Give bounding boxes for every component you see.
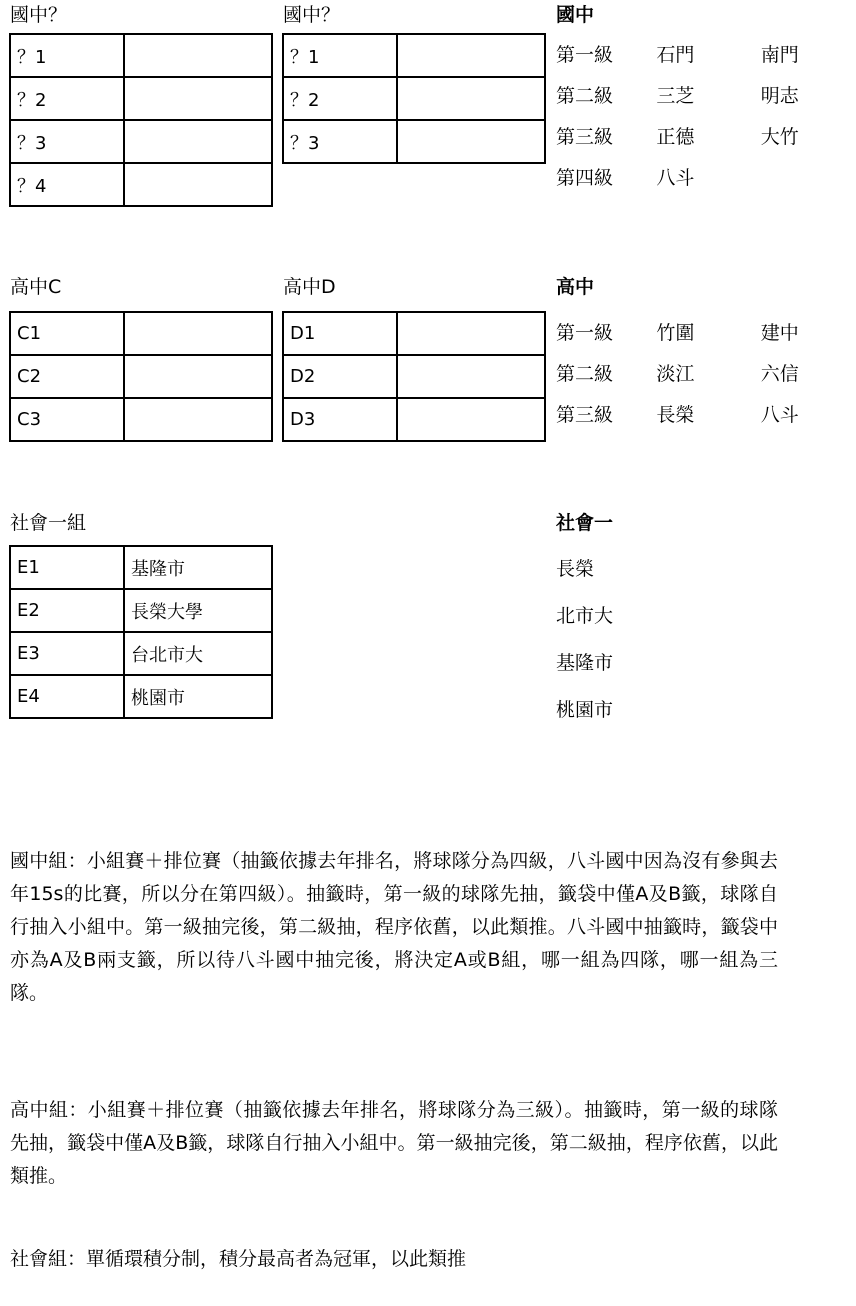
slot-team[interactable]	[124, 34, 272, 77]
slot-team[interactable]: 長榮大學	[124, 589, 272, 632]
slot-code[interactable]: ？3	[10, 120, 124, 163]
slot-code[interactable]: D2	[283, 355, 397, 398]
group-label-society: 社會一組	[10, 512, 87, 534]
table-row	[10, 632, 272, 675]
table-row	[10, 77, 272, 120]
slot-team[interactable]	[397, 398, 545, 441]
seed-team: 正德	[656, 126, 695, 148]
table-row	[556, 311, 856, 352]
slot-code[interactable]: E1	[10, 546, 124, 589]
slot-code[interactable]: ？2	[10, 77, 124, 120]
slot-code[interactable]: C3	[10, 398, 124, 441]
seed-level: 第一級	[556, 44, 614, 66]
slot-code[interactable]: ？1	[10, 34, 124, 77]
seed-level: 第一級	[556, 322, 614, 344]
table-row	[556, 156, 856, 197]
seed-team: 南門	[760, 44, 799, 66]
group-table-high-d	[282, 311, 546, 442]
slot-code[interactable]: E4	[10, 675, 124, 718]
table-row	[556, 352, 856, 393]
table-row	[10, 163, 272, 206]
group-table-high-c	[9, 311, 273, 442]
slot-team[interactable]	[397, 34, 545, 77]
table-row	[283, 34, 545, 77]
group-label-junior-b: 國中？	[283, 4, 341, 26]
table-row	[283, 120, 545, 163]
seed-title-society: 社會一	[556, 512, 614, 534]
slot-team[interactable]	[124, 398, 272, 441]
seed-level: 第三級	[556, 126, 614, 148]
slot-team[interactable]: 基隆市	[124, 546, 272, 589]
group-table-society	[9, 545, 273, 719]
table-row	[283, 77, 545, 120]
slot-team[interactable]	[124, 120, 272, 163]
table-row	[556, 393, 856, 434]
seed-team: 淡江	[656, 363, 695, 385]
seed-team: 石門	[656, 44, 695, 66]
group-table-junior-b	[282, 33, 546, 164]
seed-team: 長榮	[556, 558, 595, 580]
group-table-junior-a	[9, 33, 273, 207]
table-row	[283, 355, 545, 398]
seed-team: 竹圍	[656, 322, 695, 344]
seed-level: 第四級	[556, 167, 614, 189]
seed-team: 長榮	[656, 404, 695, 426]
seed-team	[761, 156, 856, 197]
slot-team[interactable]	[397, 312, 545, 355]
table-row	[10, 120, 272, 163]
slot-team[interactable]	[397, 355, 545, 398]
slot-code[interactable]: C1	[10, 312, 124, 355]
slot-team[interactable]	[124, 77, 272, 120]
slot-code[interactable]: ？2	[283, 77, 397, 120]
slot-team[interactable]: 台北市大	[124, 632, 272, 675]
table-row	[556, 33, 856, 74]
seed-table-high	[556, 311, 856, 434]
slot-team[interactable]	[124, 355, 272, 398]
slot-code[interactable]: D1	[283, 312, 397, 355]
table-row	[10, 34, 272, 77]
seed-team: 建中	[760, 322, 799, 344]
slot-team[interactable]: 桃園市	[124, 675, 272, 718]
seed-level: 第三級	[556, 404, 614, 426]
seed-team: 北市大	[556, 605, 614, 627]
slot-code[interactable]: ？1	[283, 34, 397, 77]
seed-team: 大竹	[760, 126, 799, 148]
seed-team: 桃園市	[556, 699, 614, 721]
slot-code[interactable]: ？3	[283, 120, 397, 163]
seed-table-junior	[556, 33, 856, 197]
seed-team: 三芝	[656, 85, 695, 107]
seed-team: 六信	[760, 363, 799, 385]
seed-list-society	[556, 546, 613, 734]
slot-team[interactable]	[397, 120, 545, 163]
note-high: 高中組：小組賽＋排位賽（抽籤依據去年排名，將球隊分為三級）。抽籤時，第一級的球隊先抽，籤袋中僅A及B籤，球隊自行抽入小組中。第一級抽完後，第二級抽，程序依舊，以此類推。	[10, 1099, 778, 1187]
note-junior: 國中組：小組賽＋排位賽（抽籤依據去年排名，將球隊分為四級，八斗國中因為沒有參與去年15s的比賽，所以分在第四級）。抽籤時，第一級的球隊先抽，籤袋中僅A及B籤，球隊自行抽入小組中。第一級抽完後，第二級抽，程序依舊，以此類推。八斗國中抽籤時，籤袋中亦為A及B兩支籤，所以待八斗國中抽完後，將決定A或B組，哪一組為四隊，哪一組為三隊。	[10, 850, 778, 1004]
seed-team: 八斗	[656, 167, 695, 189]
slot-team[interactable]	[124, 312, 272, 355]
seed-team: 明志	[760, 85, 799, 107]
table-row	[556, 74, 856, 115]
slot-code[interactable]: ？4	[10, 163, 124, 206]
table-row	[556, 115, 856, 156]
group-label-high-c: 高中C	[10, 276, 62, 298]
seed-title-high: 高中	[556, 276, 595, 298]
slot-code[interactable]: E3	[10, 632, 124, 675]
slot-code[interactable]: D3	[283, 398, 397, 441]
table-row	[10, 675, 272, 718]
table-row	[10, 312, 272, 355]
seed-level: 第二級	[556, 85, 614, 107]
group-label-high-d: 高中D	[283, 276, 336, 298]
slot-code[interactable]: E2	[10, 589, 124, 632]
seed-level: 第二級	[556, 363, 614, 385]
seed-title-junior: 國中	[556, 4, 595, 26]
note-society: 社會組：單循環積分制，積分最高者為冠軍，以此類推	[10, 1248, 467, 1270]
table-row	[283, 398, 545, 441]
table-row	[10, 398, 272, 441]
seed-team: 八斗	[760, 404, 799, 426]
slot-team[interactable]	[397, 77, 545, 120]
group-label-junior-a: 國中？	[10, 4, 68, 26]
table-row	[10, 589, 272, 632]
table-row	[283, 312, 545, 355]
seed-team: 基隆市	[556, 652, 614, 674]
slot-code[interactable]: C2	[10, 355, 124, 398]
table-row	[10, 355, 272, 398]
slot-team[interactable]	[124, 163, 272, 206]
table-row	[10, 546, 272, 589]
